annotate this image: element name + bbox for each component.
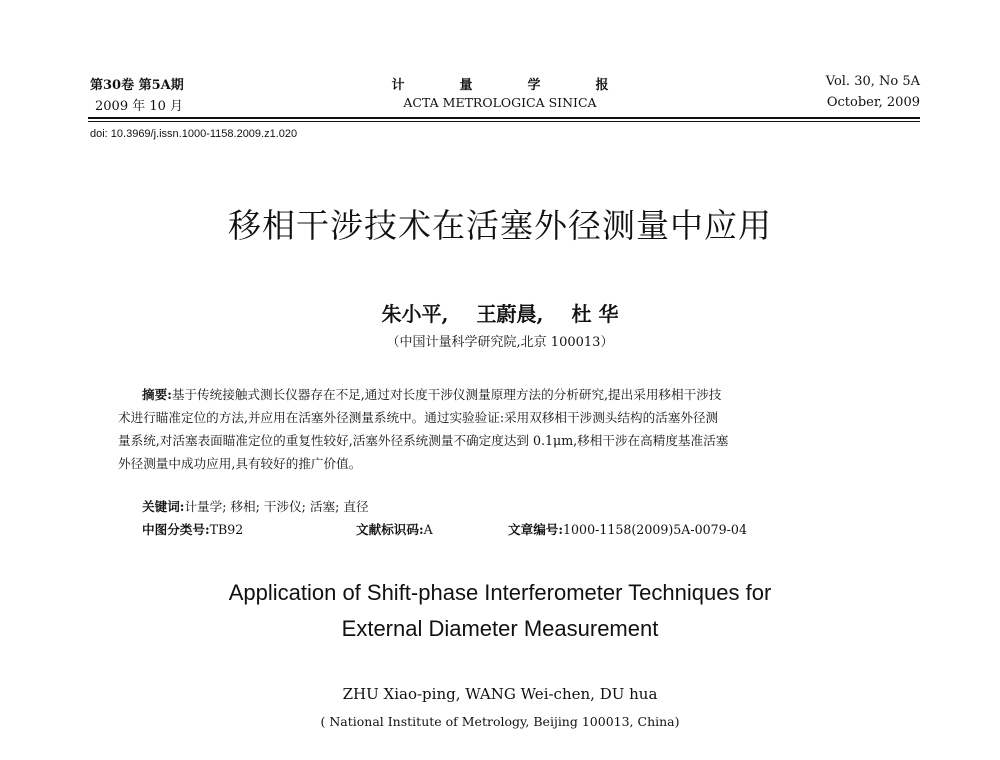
issue-date-cn: 2009 年 10 月 — [95, 99, 184, 114]
doc-code-value: A — [423, 522, 433, 537]
english-title-line-2: External Diameter Measurement — [341, 616, 659, 641]
journal-char: 学 — [527, 78, 541, 93]
journal-char: 报 — [595, 78, 609, 93]
doc-code-label: 文献标识码: — [356, 522, 424, 537]
journal-title-en: ACTA METROLOGICA SINICA — [403, 95, 597, 110]
clc-label: 中图分类号: — [142, 522, 210, 537]
authors-en: ZHU Xiao-ping, WANG Wei-chen, DU hua — [342, 685, 658, 703]
header-rule-thin — [88, 121, 920, 122]
author-name: 王蔚晨, — [476, 302, 544, 326]
journal-char: 计 — [391, 78, 405, 93]
abstract-label: 摘要: — [142, 387, 172, 402]
clc-value: TB92 — [209, 522, 244, 537]
volume-en: Vol. 30, No 5A — [825, 74, 920, 89]
abstract-line: 外径测量中成功应用,具有较好的推广价值。 — [118, 456, 362, 471]
abstract-text: 基于传统接触式测长仪器存在不足,通过对长度干涉仪测量原理方法的分析研究,提出采用移相干涉技 — [171, 387, 722, 402]
page-title: 移相干涉技术在活塞外径测量中应用 — [228, 206, 772, 245]
author-name: 杜 华 — [571, 302, 619, 326]
article-number — [508, 519, 747, 538]
authors-cn — [0, 298, 1000, 327]
document-code — [356, 519, 433, 538]
clc-number — [142, 519, 243, 538]
keywords — [142, 496, 369, 515]
volume-issue: 第30卷 第5A期 — [90, 78, 184, 93]
affiliation-en: ( National Institute of Metrology, Beijing 100013, China) — [320, 714, 680, 729]
abstract-line: 术进行瞄准定位的方法,并应用在活塞外径测量系统中。通过实验验证:采用双移相干涉测头结构的活塞外径测 — [118, 410, 719, 425]
header-rule-thick — [88, 117, 920, 119]
keywords-text: 计量学; 移相; 干涉仪; 活塞; 直径 — [184, 499, 369, 514]
abstract-line: 量系统,对活塞表面瞄准定位的重复性较好,活塞外径系统测量不确定度达到 0.1μm,移相干涉在高精度基准活塞 — [118, 433, 729, 448]
abstract-line — [118, 383, 888, 406]
author-name: 朱小平, — [381, 302, 449, 326]
keywords-label: 关键词: — [142, 499, 185, 514]
affiliation-cn: （中国计量科学研究院,北京 100013） — [386, 335, 614, 350]
abstract — [118, 383, 888, 475]
journal-char: 量 — [459, 78, 473, 93]
issue-date-en: October, 2009 — [826, 95, 920, 110]
article-no-value: 1000-1158(2009)5A-0079-04 — [563, 522, 747, 537]
article-no-label: 文章编号: — [508, 522, 564, 537]
doi: doi: 10.3969/j.issn.1000-1158.2009.z1.020 — [90, 128, 298, 140]
english-title-line-1: Application of Shift-phase Interferometer Techniques for — [228, 580, 772, 605]
